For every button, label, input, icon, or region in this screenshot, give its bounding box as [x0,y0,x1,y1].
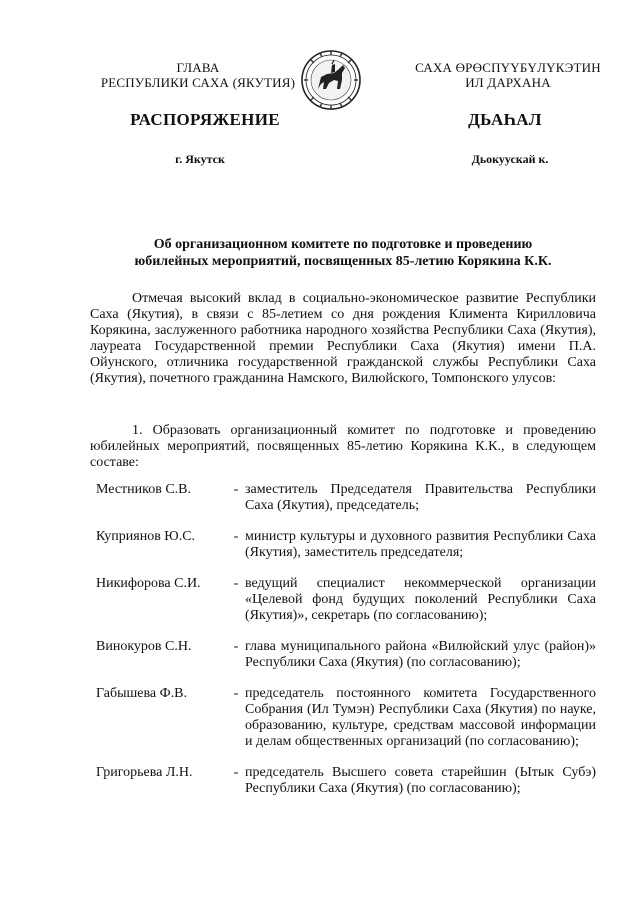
city-sah: Дьокуускай к. [471,152,549,166]
document-title-line2: юбилейных мероприятий, посвященных 85-летию Корякина К.К. [134,254,552,269]
header-right-line1: САХА ӨРӨСПҮҮБҮЛҮКЭТИН [415,60,601,75]
member-role: председатель Высшего совета старейшин (Ытык Субэ) Республики Саха (Якутия) (по согласованию); [245,765,596,796]
doc-type-ru: РАСПОРЯЖЕНИЕ [130,110,280,129]
member-dash: - [233,765,239,780]
list-item [90,639,596,671]
member-role: глава муниципального района «Вилюйский улус (район)» Республики Саха (Якутия) (по согласованию); [245,639,596,670]
member-role: ведущий специалист некоммерческой организации «Целевой фонд будущих поколений Республики Саха (Якутия)», секретарь (по согласованию); [245,576,596,623]
member-name: Куприянов Ю.С. [96,529,196,544]
header-right-line2: ИЛ ДАРХАНА [465,75,551,90]
doc-type-sah: ДЬАҺАЛ [468,110,542,129]
member-dash: - [233,576,239,591]
list-item [90,765,596,797]
city-ru: г. Якутск [175,152,225,166]
document-title [90,236,596,270]
member-dash: - [233,686,239,701]
member-role: министр культуры и духовного развития Республики Саха (Якутия), заместитель председателя; [245,529,596,560]
member-name: Габышева Ф.В. [96,686,188,701]
list-item [90,686,596,750]
header-left-block [88,60,308,90]
member-name: Никифорова С.И. [96,576,201,591]
item-1-paragraph: 1. Образовать организационный комитет по подготовке и проведению юбилейных мероприятий, посвященных 85-летию Корякина К.К., в следующем составе: [90,423,596,470]
preamble-paragraph: Отмечая высокий вклад в социально-экономическое развитие Республики Саха (Якутия), в связи с 85-летием со дня рождения Климента Кирилловича Корякина, заслуженного работника народного хозяйства Республики Саха (Якутия), лауреата Государственной премии Республики Саха (Якутия) имени П.А. Ойунского, отличника государственной гражданской службы Республики Саха (Якутия), почетного гражданина Намского, Вилюйского, Томпонского улусов: [90,291,596,386]
member-dash: - [233,482,239,497]
document-title-line1: Об организационном комитете по подготовке и проведению [153,237,533,252]
list-item [90,576,596,624]
committee-members-list [90,482,596,797]
member-name: Григорьева Л.Н. [96,765,193,780]
header-left-line1: ГЛАВА [176,60,220,75]
list-item [90,482,596,514]
member-dash: - [233,639,239,654]
member-name: Винокуров С.Н. [96,639,192,654]
coat-of-arms-emblem [301,47,361,113]
member-name: Местников С.В. [96,482,192,497]
member-role: председатель постоянного комитета Государственного Собрания (Ил Тумэн) Республики Саха (Якутия) по науке, образованию, культуре, средствам массовой информации и делам общественных организаций (по согласованию); [245,686,596,749]
coat-of-arms-icon [301,47,361,113]
list-item [90,529,596,561]
member-role: заместитель Председателя Правительства Республики Саха (Якутия), председатель; [245,482,596,513]
member-dash: - [233,529,239,544]
header-left-line2: РЕСПУБЛИКИ САХА (ЯКУТИЯ) [100,75,296,90]
header-right-block [396,60,620,90]
